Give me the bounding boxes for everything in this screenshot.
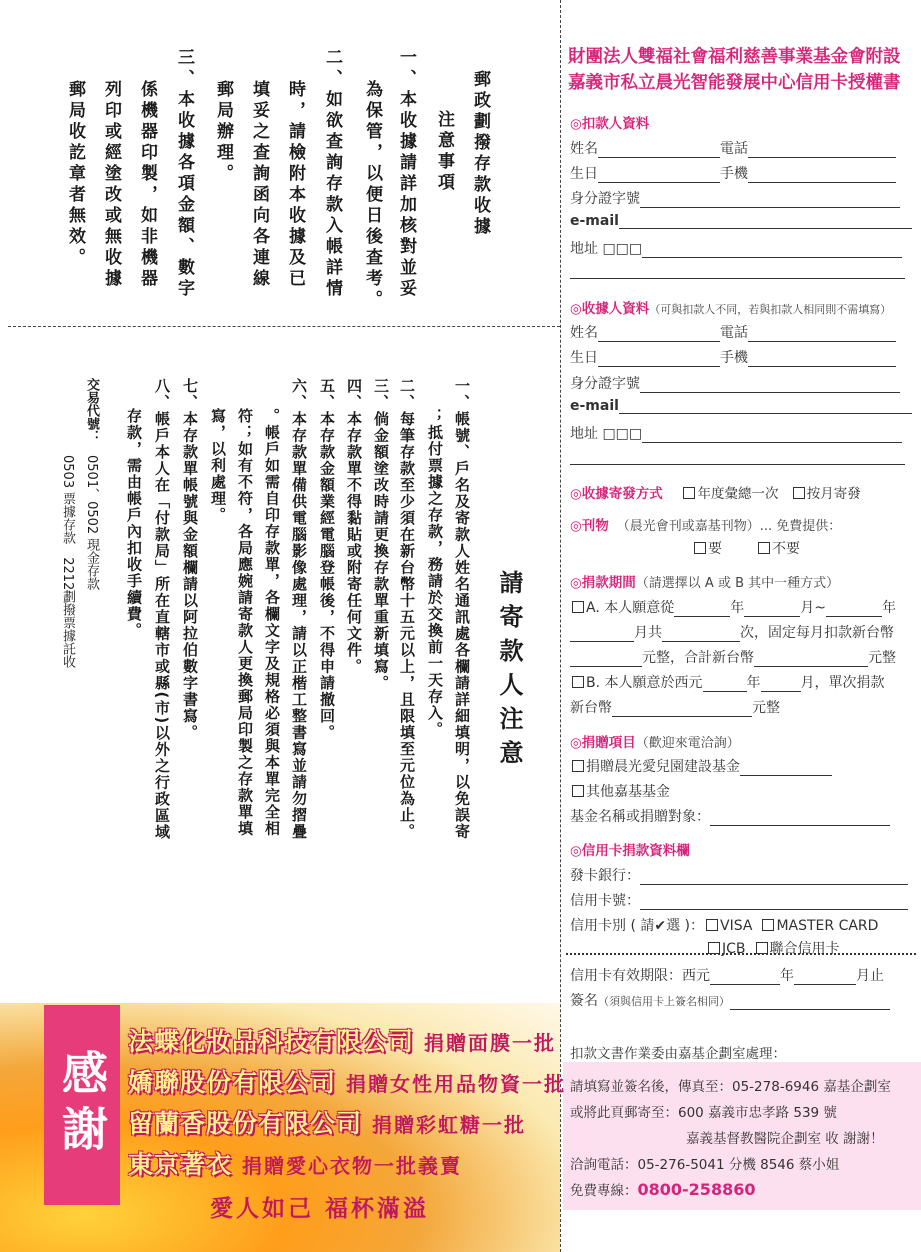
notice-line: 三、倘金額塗改時請更換存款單重新填寫。 (372, 378, 390, 692)
project-option-2[interactable]: 其他嘉基基金 (570, 781, 670, 801)
receipt-note-line: 列印或經塗改或無收據 (101, 80, 121, 290)
card-type-row[interactable]: 信用卡別 ( 請✔選 )： VISA MASTER CARD (570, 918, 879, 934)
period-a-row1[interactable]: A. 本人願意從 年 月~ 年 (570, 597, 896, 617)
payer-email-row[interactable]: e-mail (570, 213, 912, 229)
fax-line: 請填寫並簽名後，傳真至：05-278-6946 嘉基企劃室 (570, 1079, 891, 1095)
donor-1: 法蝶化妝品科技有限公司 捐贈面膜一批 (128, 1027, 557, 1056)
payer-header: ◎扣款人資料 (570, 116, 650, 132)
payer-address-row[interactable]: 地址 □□□ (570, 238, 902, 258)
motto: 愛人如己 福杯滿溢 (210, 1196, 430, 1222)
notice-line: 一、帳號、戶名及寄款人姓名通訊處各欄請詳細填明，以免誤寄 (453, 378, 471, 840)
project-header: ◎捐贈項目（歡迎來電洽詢） (570, 735, 740, 751)
donor-4: 東京著衣 捐贈愛心衣物一批義賣 (128, 1150, 463, 1179)
notice-title: 請寄款人注意 (495, 570, 523, 774)
notice-line: 四、本存款單不得黏貼或附寄任何文件。 (345, 378, 363, 675)
receipt-title: 郵政劃撥存款收據 (470, 70, 490, 238)
receipt-note-line: 二、如欲查詢存款入帳詳情 (322, 48, 342, 300)
notice-line: 。帳戶如需自印存款單，各欄文字及規格必須與本單完全相 (263, 408, 281, 837)
card-bank-row[interactable]: 發卡銀行： (570, 865, 908, 885)
notice-line: 六、本存款單備供電腦影像處理，請以正楷工整書寫並請勿摺疊 (290, 378, 308, 840)
card-number-row[interactable]: 信用卡號： (570, 890, 908, 910)
mail-line-2: 嘉義基督教醫院企劃室 收 謝謝！ (686, 1131, 884, 1147)
receipt-note-line: 時，請檢附本收據及已 (285, 80, 305, 290)
checkbox-yearly[interactable] (683, 487, 695, 499)
card-header: ◎信用卡捐款資料欄 (570, 843, 690, 859)
receiver-id-row[interactable]: 身分證字號 (570, 373, 900, 393)
period-a-row2[interactable]: 月共 次，固定每月扣款新台幣 (570, 622, 894, 642)
tollfree-row: 免費專線：0800-258860 (570, 1180, 756, 1199)
payer-birthday-row[interactable]: 生日 手機 (570, 163, 896, 183)
notice-line: 五、本存款金額業經電腦登帳後，不得申請撤回。 (318, 378, 336, 741)
receipt-note-line: 為保管，以便日後查考。 (362, 80, 382, 311)
publication-header: ◎刊物 （晨光會刊或嘉基刊物）... 免費提供： (570, 518, 842, 534)
handled-by-note: 扣款文書作業委由嘉基企劃室處理： (570, 1046, 786, 1062)
receipt-note-line: 係機器印製，如非機器 (137, 80, 157, 290)
card-expiry-row[interactable]: 信用卡有效期限：西元 年 月止 (570, 968, 884, 984)
receiver-email-row[interactable]: e-mail (570, 398, 912, 414)
notice-line: 八、帳戶本人在「付款局」所在直轄市或縣(市)以外之行政區域 (153, 378, 171, 841)
period-b-row2[interactable]: 新台幣 元整 (570, 700, 780, 716)
notice-line: 符；如有不符，各局應婉請寄款人更換郵局印製之存款單填 (236, 408, 254, 837)
notice-line: 七、本存款單帳號與金額欄請以阿拉伯數字書寫。 (181, 378, 199, 741)
notice-line: 存款，需由帳戶內扣收手續費。 (125, 408, 143, 639)
receipt-note-line: 郵局辦理。 (213, 80, 233, 185)
payer-address-line2[interactable] (570, 263, 905, 279)
receiver-header: ◎收據人資料（可與扣款人不同，若與扣款人相同則不需填寫） (570, 301, 892, 317)
receipt-note-line: 填妥之查詢函向各連線 (249, 80, 269, 290)
transaction-code-2: 0503 票據存款 2212劃撥票據託收 (60, 455, 75, 669)
notice-line: ；抵付票據之存款，務請於交換前一天存入。 (426, 408, 444, 738)
dotted-divider (566, 953, 916, 955)
period-b-row1[interactable]: B. 本人願意於西元 年 月，單次捐款 (570, 672, 885, 692)
donor-3: 留蘭香股份有限公司 捐贈彩虹糖一批 (128, 1109, 527, 1138)
payer-name-row[interactable]: 姓名 電話 (570, 138, 896, 158)
checkbox-monthly[interactable] (793, 487, 805, 499)
payer-id-row[interactable]: 身分證字號 (570, 188, 900, 208)
publication-options[interactable]: 要 不要 (692, 538, 800, 558)
receiver-birthday-row[interactable]: 生日 手機 (570, 347, 896, 367)
form-title: 財團法人雙福社會福利慈善事業基金會附設 嘉義市私立晨光智能發展中心信用卡授權書 (568, 47, 901, 93)
receipt-subtitle: 注意事項 (434, 110, 454, 194)
horizontal-cut-line (8, 326, 560, 327)
receiver-name-row[interactable]: 姓名 電話 (570, 322, 896, 342)
notice-line: 二、每筆存款至少須在新台幣十五元以上，且限填至元位為止。 (398, 378, 416, 840)
period-a-row3[interactable]: 元整，合計新台幣 元整 (570, 647, 896, 667)
transaction-code-1: 0501、0502 現金存款 (84, 455, 99, 591)
receiver-address-line2[interactable] (570, 449, 905, 465)
mail-line-1: 或將此頁郵寄至：600 嘉義市忠孝路 539 號 (570, 1105, 837, 1121)
card-type-row2[interactable]: JCB 聯合信用卡 (706, 938, 840, 958)
thanks-badge: 感謝 (44, 1005, 120, 1205)
receipt-note-line: 郵局收訖章者無效。 (65, 80, 85, 269)
mail-method-header: ◎收據寄發方式 年度彙總一次 按月寄發 (570, 486, 861, 502)
period-header: ◎捐款期間（請選擇以 A 或 B 其中一種方式） (570, 575, 840, 591)
contact-phone: 洽詢電話：05-276-5041 分機 8546 蔡小姐 (570, 1157, 840, 1173)
transaction-code-label: 交易代號： (84, 378, 99, 443)
project-option-1[interactable]: 捐贈晨光愛兒園建設基金 (570, 756, 832, 776)
receipt-note-line: 三、本收據各項金額、數字 (174, 48, 194, 300)
receipt-note-line: 一、本收據請詳加核對並妥 (396, 48, 416, 300)
receiver-address-row[interactable]: 地址 □□□ (570, 423, 902, 443)
donor-2: 嬌聯股份有限公司 捐贈女性用品物資一批 (128, 1068, 567, 1097)
signature-row[interactable]: 簽名（須與信用卡上簽名相同） (570, 990, 890, 1010)
project-option-3[interactable]: 基金名稱或捐贈對象： (570, 806, 890, 826)
notice-line: 寫，以利處理。 (209, 408, 227, 524)
